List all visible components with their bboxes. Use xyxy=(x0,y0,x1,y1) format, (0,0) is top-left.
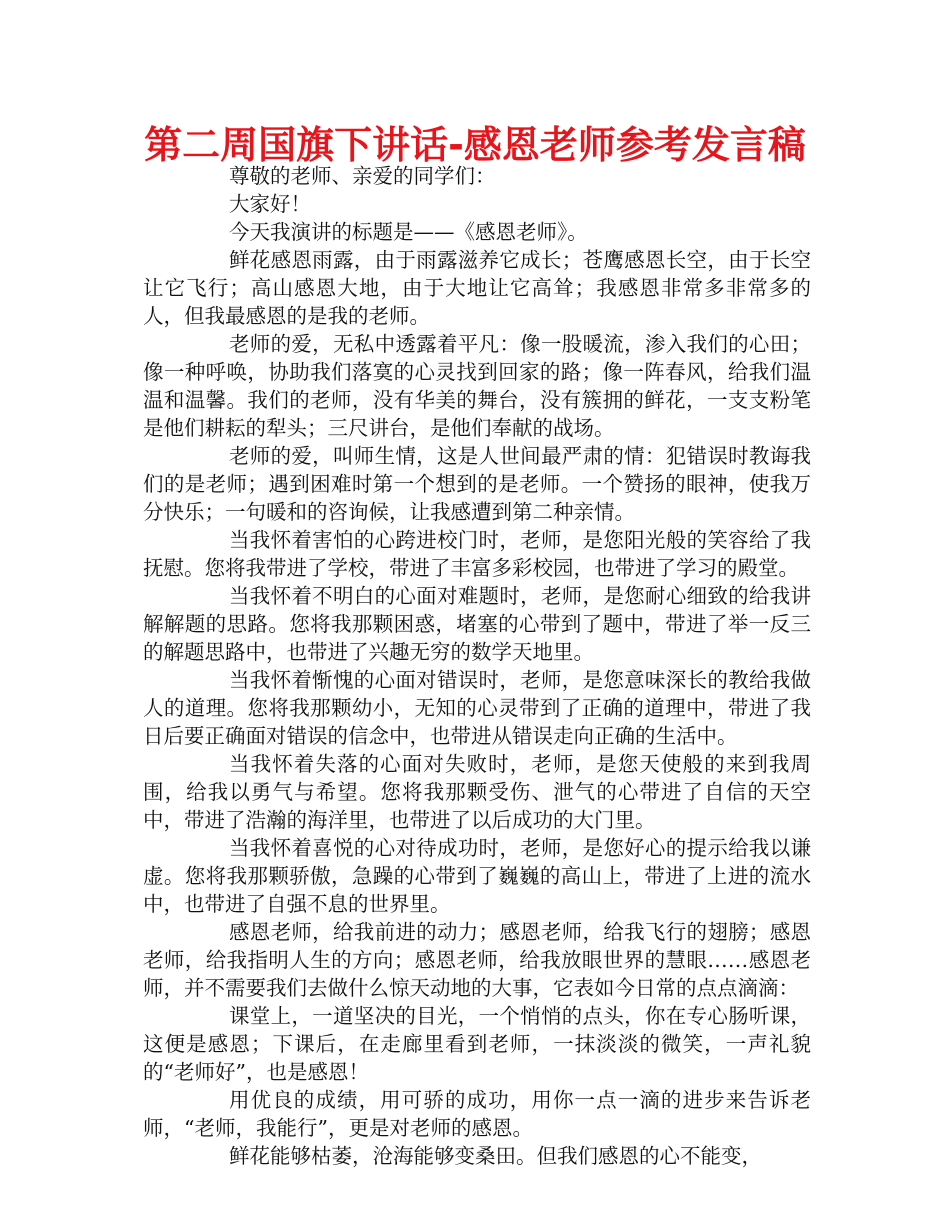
paragraph: 鲜花感恩雨露，由于雨露滋养它成长；苍鹰感恩长空，由于长空让它飞行；高山感恩大地，由于大地让它高耸；我感恩非常多非常多的人，但我最感恩的是我的老师。 xyxy=(143,248,811,328)
paragraph: 用优良的成绩，用可骄的成功，用你一点一滴的进步来告诉老师，“老师，我能行”，更是对老师的感恩。 xyxy=(143,1088,811,1140)
paragraph: 当我怀着害怕的心跨进校门时，老师，是您阳光般的笑容给了我抚慰。您将我带进了学校，带进了丰富多彩校园，也带进了学习的殿堂。 xyxy=(143,528,811,580)
paragraph: 感恩老师，给我前进的动力；感恩老师，给我飞行的翅膀；感恩老师，给我指明人生的方向；感恩老师，给我放眼世界的慧眼……感恩老师，并不需要我们去做什么惊天动地的大事，它表如今日常的点点滴滴： xyxy=(143,920,811,1000)
document-body xyxy=(143,162,811,1170)
greeting: 大家好！ xyxy=(229,192,311,216)
paragraph: 当我怀着惭愧的心面对错误时，老师，是您意味深长的教给我做人的道理。您将我那颗幼小，无知的心灵带到了正确的道理中，带进了我日后要正确面对错误的信念中，也带进从错误走向正确的生活中。 xyxy=(143,668,811,748)
paragraph: 课堂上，一道坚决的目光，一个悄悄的点头，你在专心肠听课，这便是感恩；下课后，在走廊里看到老师，一抹淡淡的微笑，一声礼貌的“老师好”，也是感恩！ xyxy=(143,1004,811,1084)
paragraph: 老师的爱，无私中透露着平凡：像一股暖流，渗入我们的心田；像一种呼唤，协助我们落寞的心灵找到回家的路；像一阵春风，给我们温温和温馨。我们的老师，没有华美的舞台，没有簇拥的鲜花，一支支粉笔是他们耕耘的犁头；三尺讲台，是他们奉献的战场。 xyxy=(143,332,811,440)
paragraph: 当我怀着喜悦的心对待成功时，老师，是您好心的提示给我以谦虚。您将我那颗骄傲，急躁的心带到了巍巍的高山上，带进了上进的流水中，也带进了自强不息的世界里。 xyxy=(143,836,811,916)
salutation: 尊敬的老师、亲爱的同学们： xyxy=(229,164,496,188)
paragraph: 当我怀着不明白的心面对难题时，老师，是您耐心细致的给我讲解解题的思路。您将我那颗困惑，堵塞的心带到了题中，带进了举一反三的解题思路中，也带进了兴趣无穷的数学天地里。 xyxy=(143,584,811,664)
paragraph: 老师的爱，叫师生情，这是人世间最严肃的情：犯错误时教诲我们的是老师；遇到困难时第一个想到的是老师。一个赞扬的眼神，使我万分快乐；一句暖和的咨询候，让我感遭到第二种亲情。 xyxy=(143,444,811,524)
paragraph: 鲜花能够枯萎，沧海能够变桑田。但我们感恩的心不能变， xyxy=(229,1144,762,1168)
paragraph: 当我怀着失落的心面对失败时，老师，是您天使般的来到我周围，给我以勇气与希望。您将我那颗受伤、泄气的心带进了自信的天空中，带进了浩瀚的海洋里，也带进了以后成功的大门里。 xyxy=(143,752,811,832)
document-title: 第二周国旗下讲话-感恩老师参考发言稿 xyxy=(144,123,806,167)
speech-topic: 今天我演讲的标题是——《感恩老师》。 xyxy=(229,220,588,244)
